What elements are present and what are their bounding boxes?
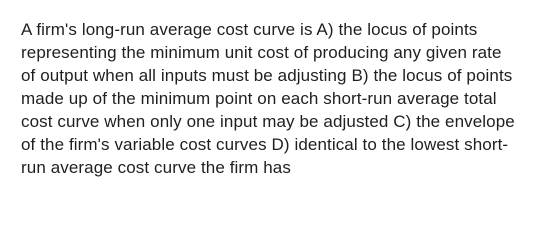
question-line: A firm's long-run average cost curve is A) the locus of points: [21, 20, 478, 39]
question-line: of output when all inputs must be adjusting B) the locus of points: [21, 66, 513, 85]
question-line: run average cost curve the firm has: [21, 158, 291, 177]
question-line: made up of the minimum point on each short-run average total: [21, 89, 497, 108]
question-line: cost curve when only one input may be adjusted C) the envelope: [21, 112, 515, 131]
question-line: representing the minimum unit cost of producing any given rate: [21, 43, 502, 62]
question-line: of the firm's variable cost curves D) identical to the lowest short-: [21, 135, 509, 154]
